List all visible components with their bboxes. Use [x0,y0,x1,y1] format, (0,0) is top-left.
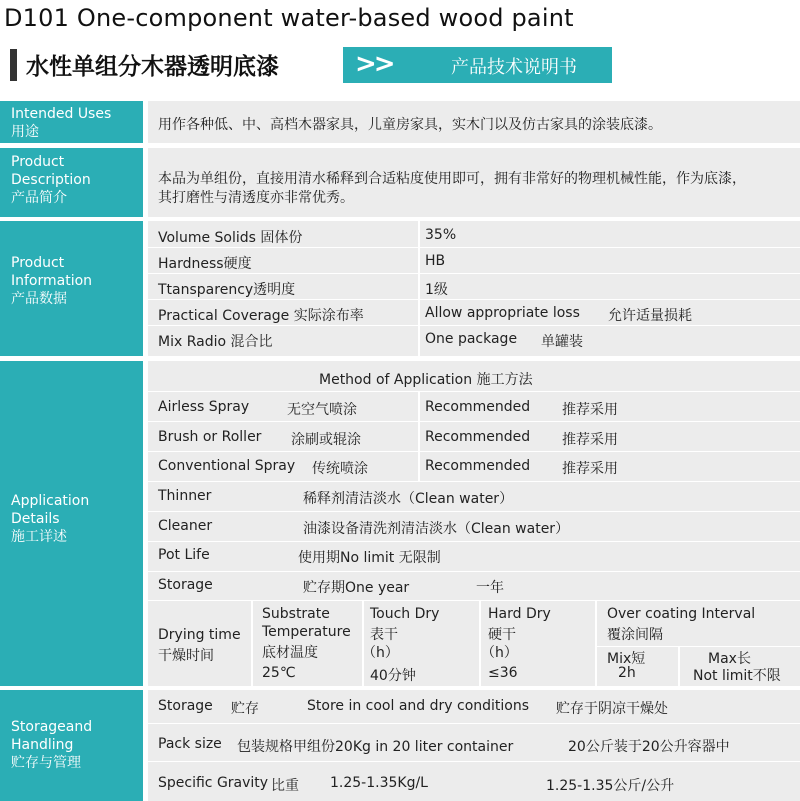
section-label-information [0,221,143,356]
overcoat-header: Over coating Interval [607,606,756,622]
section-label-intended [0,101,143,143]
section-label-description [0,148,143,217]
description-line: 其打磨性与清透度亦非常优秀。 [158,190,354,206]
storage-extra: 20公斤装于20公升容器中 [568,739,730,755]
info-name: Practical Coverage 实际涂布率 [158,308,364,324]
info-extra: 允许适量损耗 [608,308,692,324]
column-divider [418,221,420,356]
document-title: D101 One-component water-based wood paint [4,4,574,32]
storage-name: Specific Gravity [158,775,269,791]
title-accent-bar [10,49,17,81]
touch-dry-value: 40分钟 [370,668,416,684]
label-line: 贮存与管理 [11,755,81,771]
row-divider [148,761,800,762]
column-divider [251,600,253,686]
column-divider [595,600,597,686]
method-header: Method of Application 施工方法 [319,372,533,388]
info-value: One package [425,331,518,347]
method-name: Conventional Spray [158,458,296,474]
info-value: 1级 [425,282,448,298]
storage-name: Storage [158,698,213,714]
storage-name-cn: 贮存 [231,701,259,717]
row-divider [148,451,800,452]
item-name: Thinner [158,488,212,504]
section-label-application [0,361,143,686]
tag-banner [343,47,612,83]
row-divider [148,571,800,572]
column-divider [418,391,420,481]
touch-dry-header: 表干 [370,627,398,643]
info-name: Hardness硬度 [158,256,252,272]
overcoat-header: 覆涂间隔 [607,627,663,643]
item-name: Pot Life [158,547,210,563]
drying-label: Drying time [158,627,241,643]
method-name: Airless Spray [158,399,250,415]
row-divider [148,600,800,601]
label-line: Details [11,511,60,527]
storage-table [148,690,800,801]
storage-extra: 贮存于阴凉干燥处 [556,701,668,717]
substrate-value: 25℃ [262,665,296,681]
overcoat-mix-header: Mix短 [607,651,646,667]
info-name: Ttansparency透明度 [158,282,296,298]
item-value: 油漆设备清洗剂清洁淡水（Clean water） [303,521,570,537]
row-divider [148,391,800,392]
label-line: Storageand [11,719,93,735]
item-extra: 一年 [476,580,504,596]
row-divider [148,325,800,326]
information-table [148,221,800,356]
overcoat-max-header: Max长 [708,651,751,667]
application-table [148,361,800,686]
storage-value: 1.25-1.35Kg/L [330,775,428,791]
label-line: Description [11,172,91,188]
drying-label: 干燥时间 [158,648,214,664]
touch-dry-header: （h） [362,645,399,661]
item-value: 稀释剂清洁淡水（Clean water） [303,491,514,507]
method-name: Brush or Roller [158,429,262,445]
method-name-cn: 无空气喷涂 [287,402,357,418]
info-value: 35% [425,227,457,243]
substrate-header: Temperature [262,624,351,640]
row-divider [148,723,800,724]
description-cell [148,148,800,217]
method-rec-cn: 推荐采用 [562,432,618,448]
intended-cell [148,101,800,143]
label-line: Intended Uses [11,106,112,122]
label-line: 施工详述 [11,529,67,545]
storage-extra: 1.25-1.35公斤/公升 [546,778,675,794]
hard-dry-header: （h） [481,645,518,661]
label-line: Application [11,493,90,509]
storage-value: Store in cool and dry conditions [307,698,530,714]
method-rec: Recommended [425,429,531,445]
substrate-header: 底材温度 [262,645,318,661]
storage-value: 包装规格甲组份20Kg in 20 liter container [237,739,514,755]
hard-dry-header: 硬干 [488,627,516,643]
label-line: 产品数据 [11,291,67,307]
row-divider [148,247,800,248]
item-name: Cleaner [158,518,213,534]
method-rec-cn: 推荐采用 [562,402,618,418]
overcoat-mix-value: 2h [618,665,636,681]
row-divider [148,541,800,542]
method-rec-cn: 推荐采用 [562,461,618,477]
column-divider [678,646,680,686]
row-divider [148,273,800,274]
label-line: 用途 [11,124,39,140]
label-line: Information [11,273,93,289]
item-name: Storage [158,577,213,593]
description-line: 本品为单组份，直接用清水稀释到合适粘度使用即可，拥有非常好的物理机械性能，作为底漆， [158,171,746,187]
item-value: 贮存期One year [303,580,410,596]
item-value: 使用期No limit 无限制 [298,550,441,566]
label-line: 产品简介 [11,190,67,206]
info-value: Allow appropriate loss [425,305,580,321]
hard-dry-value: ≤36 [488,665,518,681]
label-line: Handling [11,737,74,753]
info-name: Volume Solids 固体份 [158,230,303,246]
product-name: 水性单组分木器透明底漆 [26,54,279,80]
intended-text: 用作各种低、中、高档木器家具，儿童房家具，实木门以及仿古家具的涂装底漆。 [158,117,662,133]
label-line: Product [11,154,65,170]
touch-dry-header: Touch Dry [370,606,440,622]
overcoat-max-value: Not limit不限 [693,668,781,684]
info-extra: 单罐装 [541,334,583,350]
method-name-cn: 传统喷涂 [312,461,368,477]
label-line: Product [11,255,65,271]
method-name-cn: 涂刷或辊涂 [291,432,361,448]
double-chevron-icon: >> [355,49,393,79]
row-divider [148,299,800,300]
tag-text: 产品技术说明书 [451,57,577,78]
row-divider [148,511,800,512]
method-rec: Recommended [425,399,531,415]
row-divider [148,481,800,482]
hard-dry-header: Hard Dry [488,606,551,622]
substrate-header: Substrate [262,606,330,622]
info-value: HB [425,253,446,269]
storage-name: Pack size [158,736,222,752]
info-name: Mix Radio 混合比 [158,334,273,350]
method-rec: Recommended [425,458,531,474]
row-divider [597,646,800,647]
storage-name-cn: 比重 [271,778,299,794]
row-divider [148,421,800,422]
section-label-storage [0,690,143,801]
